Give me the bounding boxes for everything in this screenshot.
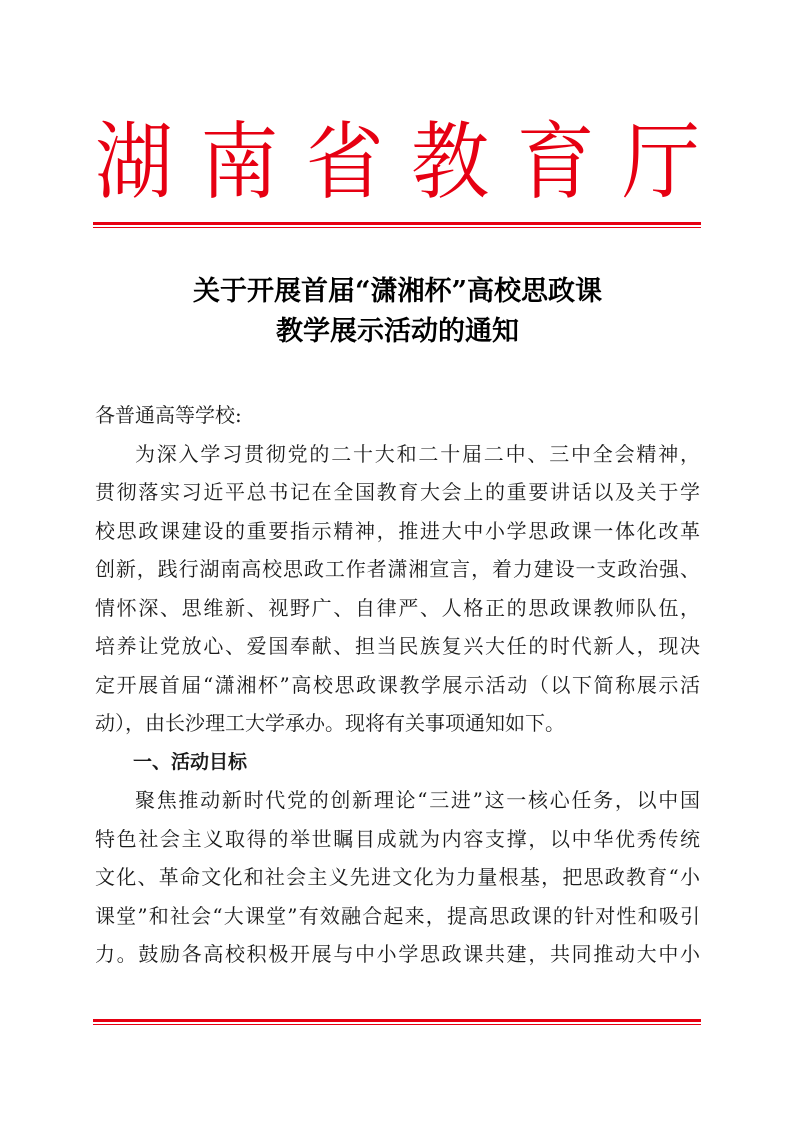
text-line: 为深入学习贯彻党的二十大和二十届二中、三中全会精神， <box>135 441 700 466</box>
section-heading: 一、活动目标 <box>133 750 248 773</box>
text-line: 校思政课建设的重要指示精神，推进大中小学思政课一体化改革 <box>95 518 700 543</box>
masthead-char: 湖 <box>95 114 174 212</box>
text-line: 定开展首届“潇湘杯”高校思政课教学展示活动（以下简称展示活 <box>95 672 700 697</box>
document-title <box>95 272 700 352</box>
text-line: 动），由长沙理工大学承办。现将有关事项通知如下。 <box>95 711 565 735</box>
text-line: 课堂”和社会“大课堂”有效融合起来，提高思政课的针对性和吸引 <box>95 903 700 928</box>
paragraph-intro <box>95 435 700 743</box>
text-line: 聚焦推动新时代党的创新理论“三进”这一核心任务，以中国 <box>135 788 700 812</box>
document-body <box>95 396 700 974</box>
masthead-char: 省 <box>305 114 384 212</box>
text-line: 贯彻落实习近平总书记在全国教育大会上的重要讲话以及关于学 <box>95 480 700 504</box>
masthead-char: 育 <box>516 114 595 212</box>
masthead <box>95 114 700 212</box>
text-line: 创新，践行湖南高校思政工作者潇湘宣言，着力建设一支政治强、 <box>95 557 700 581</box>
masthead-char: 南 <box>200 114 279 212</box>
text-line: 文化、革命文化和社会主义先进文化为力量根基，把思政教育“小 <box>95 865 700 889</box>
salutation: 各普通高等学校: <box>95 403 242 427</box>
text-line: 情怀深、思维新、视野广、自律严、人格正的思政课教师队伍， <box>95 595 700 620</box>
title-line: 关于开展首届“潇湘杯”高校思政课 <box>192 276 603 307</box>
title-line: 教学展示活动的通知 <box>276 316 519 347</box>
masthead-char: 厅 <box>621 114 700 212</box>
masthead-divider <box>93 222 701 228</box>
text-line: 力。鼓励各高校积极开展与中小学思政课共建，共同推动大中小 <box>95 942 700 966</box>
paragraph-goals <box>95 781 700 974</box>
masthead-char: 教 <box>411 114 490 212</box>
footer-divider <box>93 1019 701 1025</box>
text-line: 特色社会主义取得的举世瞩目成就为内容支撑，以中华优秀传统 <box>95 826 700 851</box>
text-line: 培养让党放心、爱国奉献、担当民族复兴大任的时代新人，现决 <box>95 634 700 658</box>
